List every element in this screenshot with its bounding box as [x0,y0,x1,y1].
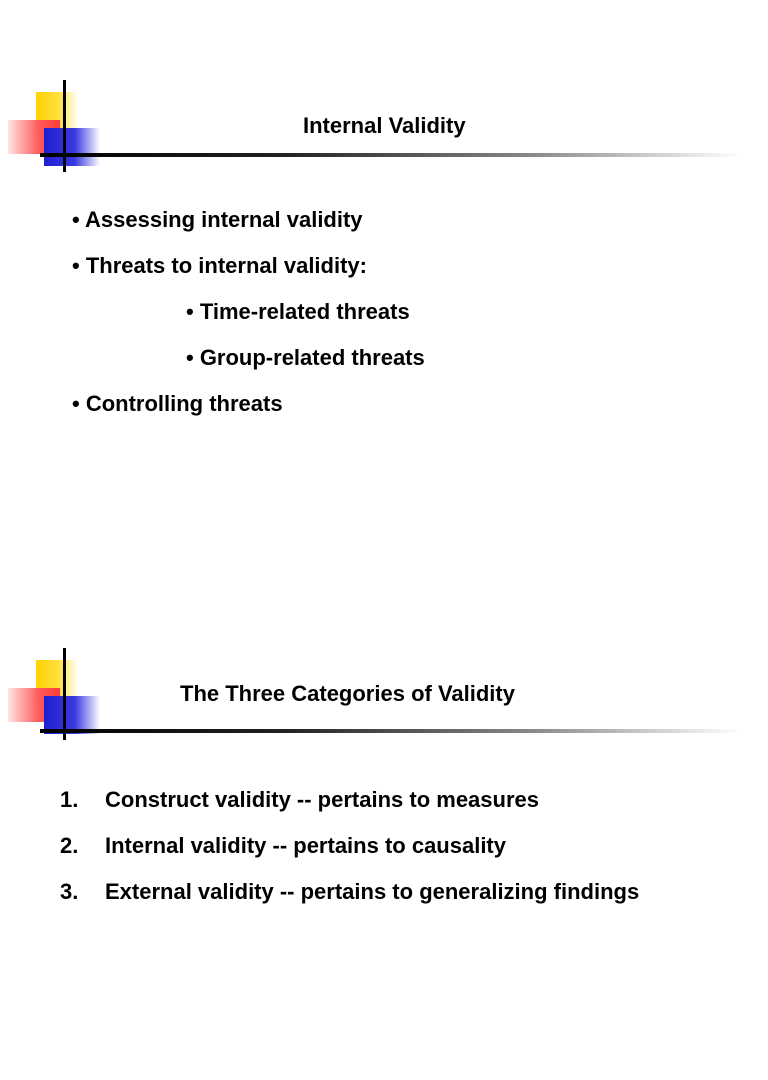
logo-blue-square [44,128,100,166]
item-text: Construct validity -- pertains to measures [105,787,539,812]
sub-bullet-item: • Time-related threats [186,299,410,324]
title-underline [40,153,740,157]
slide-three-categories [0,568,768,1080]
numbered-item [60,832,639,878]
bullet-item: • Threats to internal validity: [72,253,367,278]
item-text: External validity -- pertains to generalizing findings [105,879,640,904]
bullet-item: • Controlling threats [72,391,283,416]
item-number: 2. [60,833,79,858]
numbered-item [60,878,639,924]
slide-internal-validity [0,0,768,512]
title-underline [40,729,740,733]
numbered-item [60,786,639,832]
item-number: 3. [60,879,79,904]
logo-vertical-line [63,648,66,740]
item-number: 1. [60,787,79,812]
bullet-list [72,206,425,436]
item-text: Internal validity -- pertains to causality [105,833,506,858]
slide-title: Internal Validity [303,113,466,138]
slide-title: The Three Categories of Validity [180,681,515,706]
sub-bullet-item: • Group-related threats [186,345,425,370]
slide-logo-icon [8,80,108,175]
bullet-item: • Assessing internal validity [72,207,363,232]
numbered-list [60,786,639,924]
logo-vertical-line [63,80,66,172]
